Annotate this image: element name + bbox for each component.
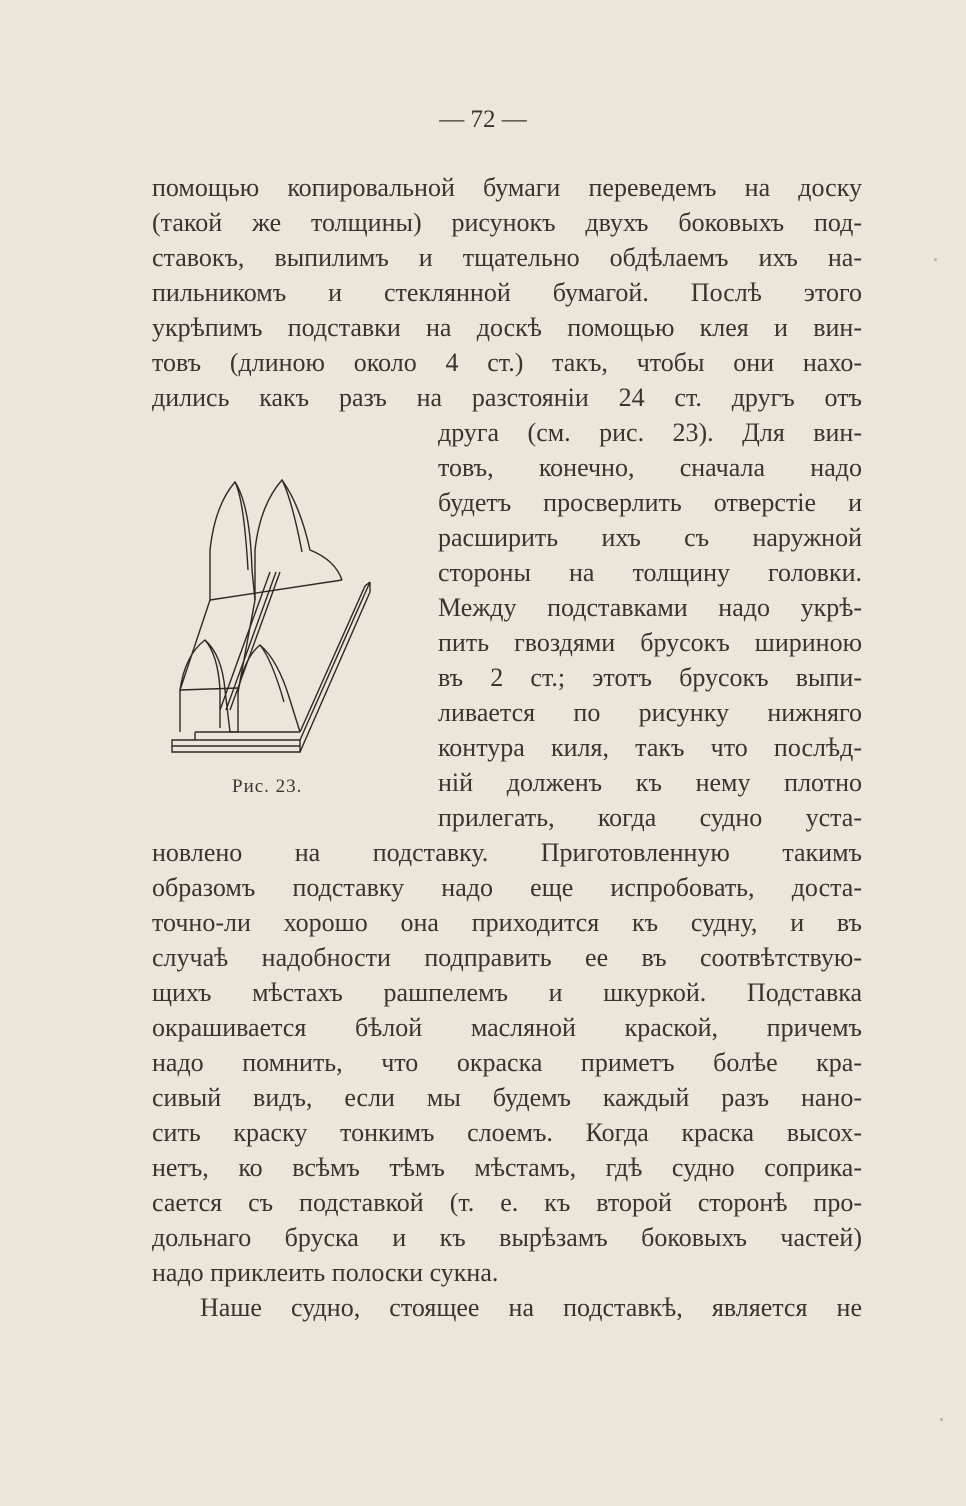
figure-23 (160, 470, 375, 770)
text-line: товъ, конечно, сначала надо (438, 453, 862, 482)
text-line: щихъ мѣстахъ рашпелемъ и шкуркой. Подставка (152, 978, 862, 1007)
text-line: прилегать, когда судно уста- (438, 803, 862, 832)
text-line: ливается по рисунку нижняго (438, 698, 862, 727)
text-line: расширить ихъ съ наружной (438, 523, 862, 552)
text-line: будетъ просверлить отверстіе и (438, 488, 862, 517)
text-line: дольнаго бруска и къ вырѣзамъ боковыхъ частей) (152, 1223, 862, 1252)
text-line: окрашивается бѣлой масляной краской, причемъ (152, 1013, 862, 1042)
text-line: надо приклеить полоски сукна. (152, 1258, 499, 1287)
text-line: образомъ подставку надо еще испробовать, доста- (152, 873, 862, 902)
text-line: пить гвоздями брусокъ шириною (438, 628, 862, 657)
text-line: надо помнить, что окраска приметъ болѣе кра- (152, 1048, 862, 1077)
text-line: Между подставками надо укрѣ- (438, 593, 862, 622)
paper-speck (934, 258, 937, 261)
text-line: точно-ли хорошо она приходится къ судну, и въ (152, 908, 862, 937)
text-line: новлено на подставку. Приготовленную такимъ (152, 838, 862, 867)
paragraph-start-line: Наше судно, стоящее на подставкѣ, является не (200, 1293, 862, 1322)
text-line: друга (см. рис. 23). Для вин- (438, 418, 862, 447)
text-line: помощью копировальной бумаги переведемъ на доску (152, 173, 862, 202)
text-line: пильникомъ и стеклянной бумагой. Послѣ этого (152, 278, 862, 307)
text-line: ставокъ, выпилимъ и тщательно обдѣлаемъ ихъ на- (152, 243, 862, 272)
text-line: въ 2 ст.; этотъ брусокъ выпи- (438, 663, 862, 692)
text-line: случаѣ надобности подправить ее въ соотвѣтствую- (152, 943, 862, 972)
text-line: нетъ, ко всѣмъ тѣмъ мѣстамъ, гдѣ судно соприка- (152, 1153, 862, 1182)
text-line: (такой же толщины) рисунокъ двухъ боковыхъ под- (152, 208, 862, 237)
text-line: сивый видъ, если мы будемъ каждый разъ нано- (152, 1083, 862, 1112)
figure-caption: Рис. 23. (232, 776, 303, 797)
text-line: товъ (длиною около 4 ст.) такъ, чтобы они нахо- (152, 348, 862, 377)
page-number: — 72 — (439, 106, 527, 133)
text-line: ній долженъ къ нему плотно (438, 768, 862, 797)
text-line: дились какъ разъ на разстояніи 24 ст. другъ отъ (152, 383, 862, 412)
text-line: стороны на толщину головки. (438, 558, 862, 587)
text-line: укрѣпимъ подставки на доскѣ помощью клея и вин- (152, 313, 862, 342)
text-line: контура киля, такъ что послѣд- (438, 733, 862, 762)
text-line: сается съ подставкой (т. е. къ второй сторонѣ про- (152, 1188, 862, 1217)
paper-speck (940, 1418, 943, 1421)
text-line: сить краску тонкимъ слоемъ. Когда краска высох- (152, 1118, 862, 1147)
